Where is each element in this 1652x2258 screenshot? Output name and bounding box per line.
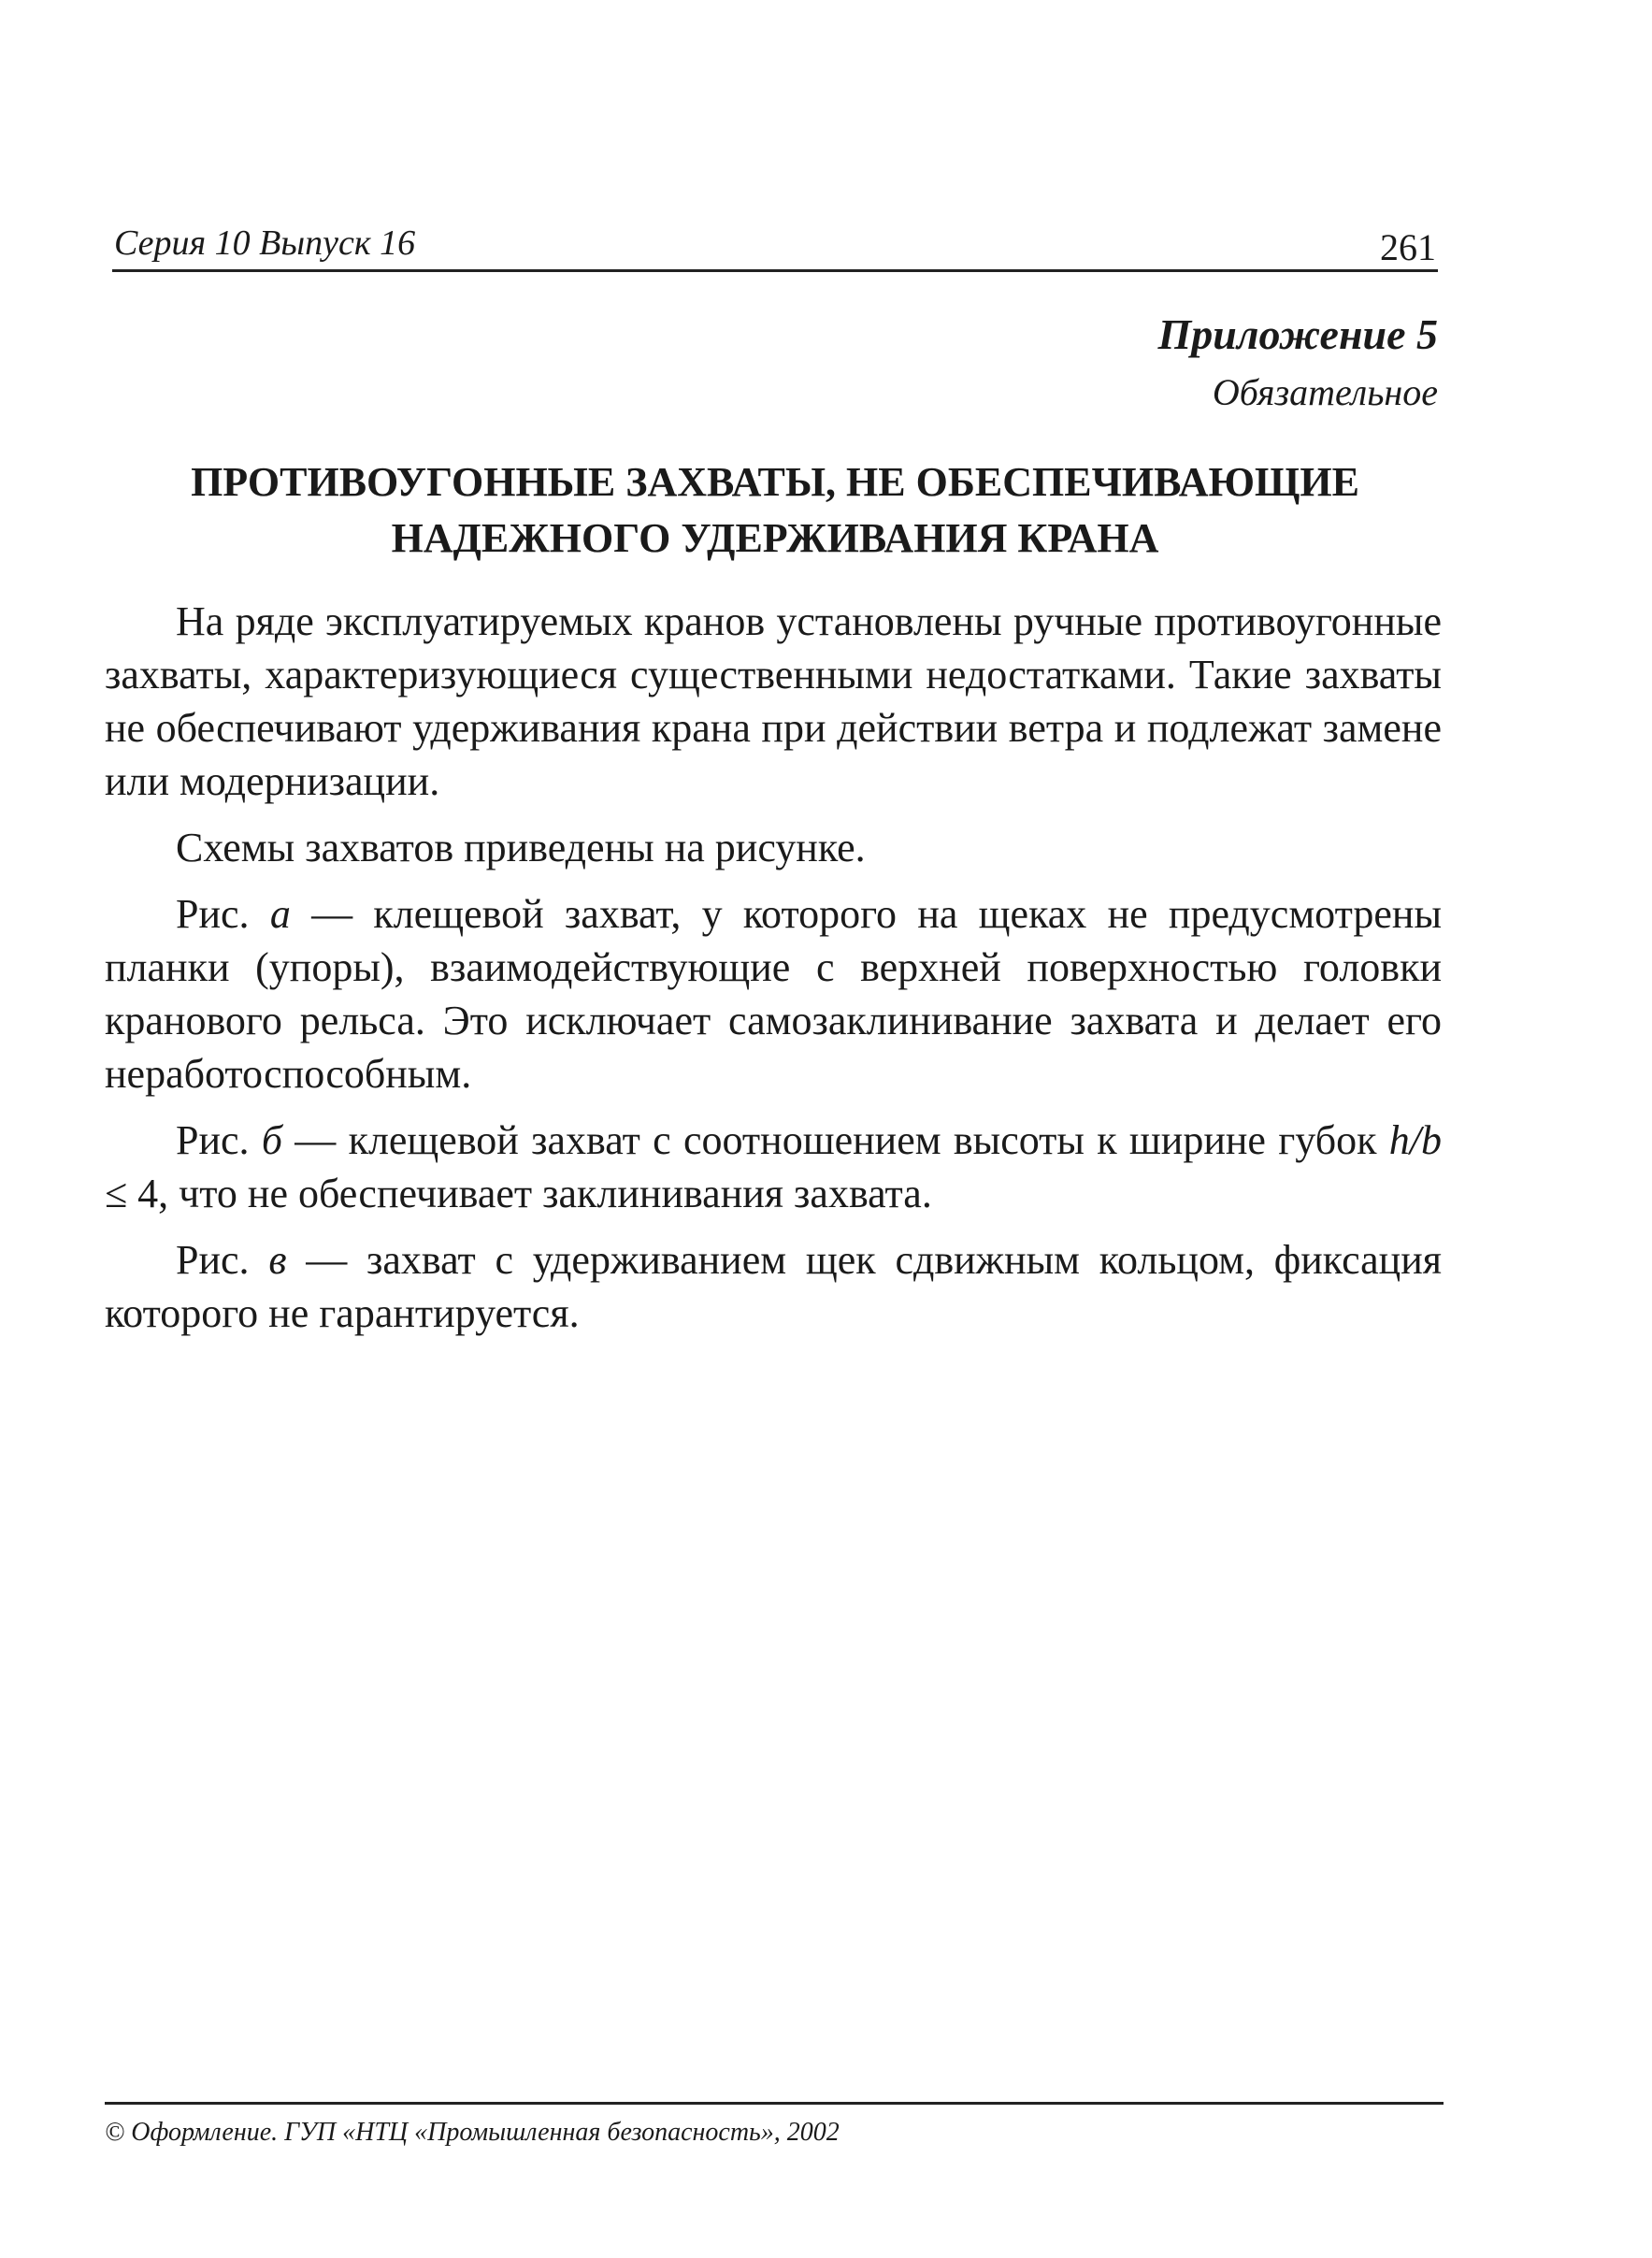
fig-ref-prefix: Рис. <box>176 1117 262 1163</box>
appendix-label: Приложение 5 <box>1157 310 1438 358</box>
fig-v-description: — захват с удерживанием щек сдвижным кольцом, фиксация которого не гарантируется. <box>105 1237 1442 1336</box>
fig-letter-v: в <box>268 1237 287 1283</box>
paragraph-fig-a <box>105 887 1442 1100</box>
series-issue-label: Серия 10 Выпуск 16 <box>114 223 416 263</box>
page-header <box>112 217 1438 272</box>
fig-b-description: — клещевой захват с соотношением высоты к ширине губок <box>281 1117 1389 1163</box>
body-text <box>105 595 1442 1340</box>
fig-ref-prefix: Рис. <box>176 1237 269 1283</box>
paragraph-fig-b <box>105 1114 1442 1220</box>
title-line-2: НАДЕЖНОГО УДЕРЖИВАНИЯ КРАНА <box>391 515 1159 561</box>
fig-a-description: — клещевой захват, у которого на щеках не предусмотрены планки (упоры), взаимодействующие с верхней поверхностью головки кранового рельса. Это исключает самозаклинивание захвата и делает его неработоспособным. <box>105 891 1443 1097</box>
fig-letter-b: б <box>261 1117 282 1163</box>
page-footer <box>105 2102 1444 2148</box>
page-number: 261 <box>1380 226 1436 268</box>
fig-b-tail: ≤ 4, что не обеспечивает заклинивания захвата. <box>105 1171 932 1216</box>
appendix-status: Обязательное <box>1212 371 1438 413</box>
paragraph-intro: На ряде эксплуатируемых кранов установлены ручные противоугонные захваты, характеризующиеся существенными недостатками. Такие захваты не обеспечивают удерживания крана при действии ветра и подлежат замене или модернизации. <box>105 598 1442 804</box>
paragraph-fig-v <box>105 1233 1442 1340</box>
fig-letter-a: а <box>269 891 291 937</box>
appendix-block <box>1158 305 1438 421</box>
paragraph-schemes: Схемы захватов приведены на рисунке. <box>176 825 866 870</box>
title-line-1: ПРОТИВОУГОННЫЕ ЗАХВАТЫ, НЕ ОБЕСПЕЧИВАЮЩИЕ <box>191 459 1359 505</box>
fig-ref-prefix: Рис. <box>176 891 270 937</box>
page-title <box>112 454 1438 567</box>
copyright-notice: © Оформление. ГУП «НТЦ «Промышленная безопасность», 2002 <box>105 2118 840 2147</box>
ratio-formula: h/b <box>1388 1117 1443 1163</box>
